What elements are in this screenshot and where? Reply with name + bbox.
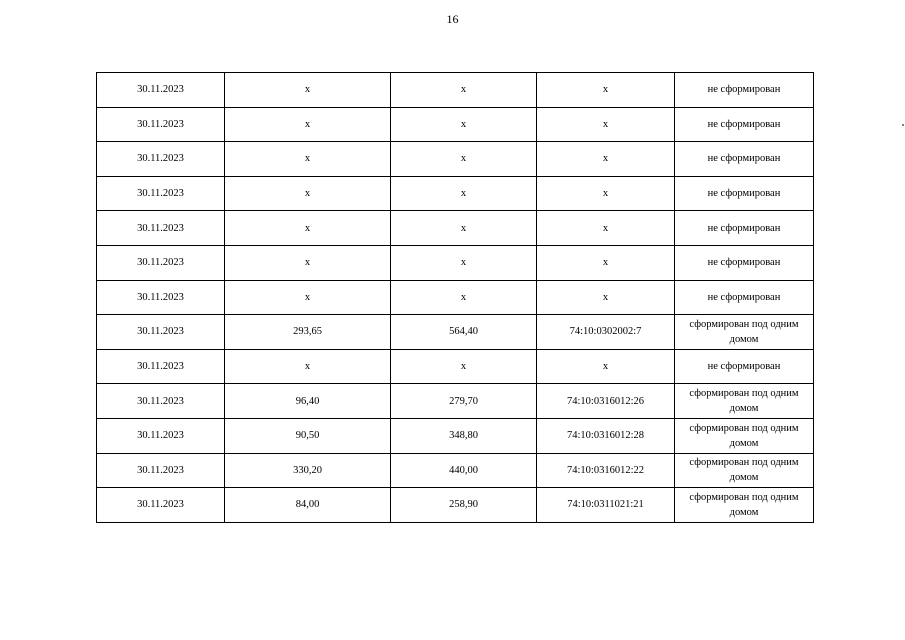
table-row bbox=[97, 349, 814, 384]
area-cell-2: x bbox=[391, 73, 537, 108]
area-cell-2: 564,40 bbox=[391, 315, 537, 350]
cadastral-number-cell: x bbox=[537, 245, 675, 280]
table-body bbox=[97, 73, 814, 523]
status-cell: сформирован под одним домом bbox=[675, 488, 814, 523]
area-cell-2: 348,80 bbox=[391, 418, 537, 453]
cadastral-number-cell: 74:10:0311021:21 bbox=[537, 488, 675, 523]
status-cell: сформирован под одним домом bbox=[675, 453, 814, 488]
area-cell-2: x bbox=[391, 349, 537, 384]
area-cell: x bbox=[225, 280, 391, 315]
cadastral-number-cell: x bbox=[537, 142, 675, 177]
cadastral-number-cell: x bbox=[537, 280, 675, 315]
status-cell: не сформирован bbox=[675, 176, 814, 211]
area-cell-2: x bbox=[391, 211, 537, 246]
date-cell: 30.11.2023 bbox=[97, 73, 225, 108]
status-cell: сформирован под одним домом bbox=[675, 384, 814, 419]
status-cell: не сформирован bbox=[675, 280, 814, 315]
table-row bbox=[97, 211, 814, 246]
scan-speck bbox=[902, 124, 904, 126]
table-row bbox=[97, 245, 814, 280]
status-cell: не сформирован bbox=[675, 73, 814, 108]
table-row bbox=[97, 418, 814, 453]
page-number: 16 bbox=[446, 12, 459, 26]
area-cell-2: x bbox=[391, 107, 537, 142]
cadastral-number-cell: 74:10:0302002:7 bbox=[537, 315, 675, 350]
area-cell: x bbox=[225, 73, 391, 108]
date-cell: 30.11.2023 bbox=[97, 453, 225, 488]
table-row bbox=[97, 453, 814, 488]
table-row bbox=[97, 384, 814, 419]
area-cell: 330,20 bbox=[225, 453, 391, 488]
area-cell: x bbox=[225, 349, 391, 384]
status-cell: не сформирован bbox=[675, 245, 814, 280]
status-cell: не сформирован bbox=[675, 211, 814, 246]
status-cell: не сформирован bbox=[675, 107, 814, 142]
status-cell: не сформирован bbox=[675, 349, 814, 384]
area-cell: 90,50 bbox=[225, 418, 391, 453]
area-cell: x bbox=[225, 107, 391, 142]
date-cell: 30.11.2023 bbox=[97, 349, 225, 384]
cadastral-number-cell: x bbox=[537, 107, 675, 142]
date-cell: 30.11.2023 bbox=[97, 315, 225, 350]
cadastral-number-cell: x bbox=[537, 176, 675, 211]
status-cell: сформирован под одним домом bbox=[675, 315, 814, 350]
date-cell: 30.11.2023 bbox=[97, 280, 225, 315]
cadastral-number-cell: 74:10:0316012:28 bbox=[537, 418, 675, 453]
area-cell: 293,65 bbox=[225, 315, 391, 350]
cadastral-number-cell: x bbox=[537, 349, 675, 384]
date-cell: 30.11.2023 bbox=[97, 107, 225, 142]
status-cell: не сформирован bbox=[675, 142, 814, 177]
data-table bbox=[96, 72, 814, 523]
area-cell-2: 279,70 bbox=[391, 384, 537, 419]
area-cell: x bbox=[225, 176, 391, 211]
area-cell: 96,40 bbox=[225, 384, 391, 419]
area-cell: x bbox=[225, 211, 391, 246]
area-cell-2: x bbox=[391, 176, 537, 211]
area-cell-2: x bbox=[391, 142, 537, 177]
table-row bbox=[97, 73, 814, 108]
cadastral-number-cell: x bbox=[537, 73, 675, 108]
date-cell: 30.11.2023 bbox=[97, 142, 225, 177]
table-row bbox=[97, 488, 814, 523]
date-cell: 30.11.2023 bbox=[97, 488, 225, 523]
table-row bbox=[97, 142, 814, 177]
cadastral-number-cell: 74:10:0316012:22 bbox=[537, 453, 675, 488]
status-cell: сформирован под одним домом bbox=[675, 418, 814, 453]
date-cell: 30.11.2023 bbox=[97, 384, 225, 419]
date-cell: 30.11.2023 bbox=[97, 211, 225, 246]
date-cell: 30.11.2023 bbox=[97, 176, 225, 211]
table-row bbox=[97, 280, 814, 315]
area-cell-2: 440,00 bbox=[391, 453, 537, 488]
area-cell-2: x bbox=[391, 280, 537, 315]
table-row bbox=[97, 176, 814, 211]
area-cell: x bbox=[225, 142, 391, 177]
area-cell-2: x bbox=[391, 245, 537, 280]
table-row bbox=[97, 107, 814, 142]
area-cell: x bbox=[225, 245, 391, 280]
date-cell: 30.11.2023 bbox=[97, 418, 225, 453]
area-cell-2: 258,90 bbox=[391, 488, 537, 523]
date-cell: 30.11.2023 bbox=[97, 245, 225, 280]
cadastral-number-cell: x bbox=[537, 211, 675, 246]
cadastral-number-cell: 74:10:0316012:26 bbox=[537, 384, 675, 419]
table-row bbox=[97, 315, 814, 350]
area-cell: 84,00 bbox=[225, 488, 391, 523]
